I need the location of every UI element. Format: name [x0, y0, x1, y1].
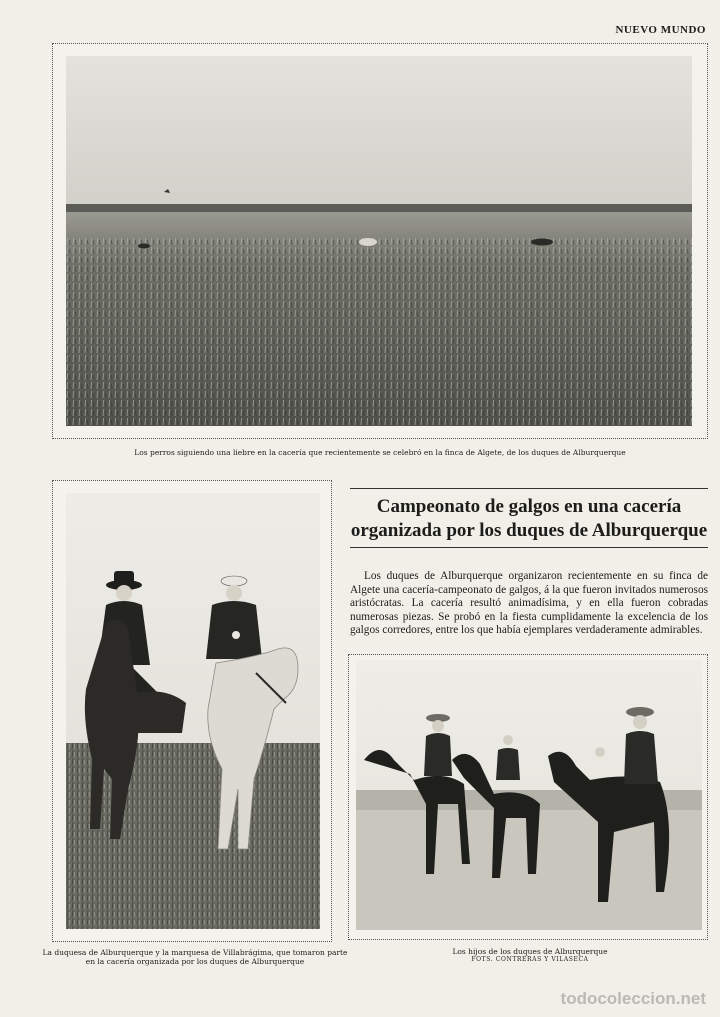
top-photo-caption: Los perros siguiendo una liebre en la cacería que recientemente se celebró en la finca de Algete, de los duques de Alburquerque	[134, 448, 626, 457]
masthead: NUEVO MUNDO	[615, 24, 706, 36]
right-photo-children-riders	[356, 660, 702, 930]
headline-line-2: organizada por los duques de Alburquerque	[350, 519, 708, 541]
photo-credit: FOTS. CONTRERAS Y VILASECA	[471, 956, 589, 964]
left-photo-caption: La duquesa de Alburquerque y la marquesa de Villabrágima, que tomaron parte en la cacería organizada por los duques de Alburquerque	[42, 948, 348, 967]
left-photo-riders	[66, 493, 320, 929]
headline-line-1: Campeonato de galgos en una cacería	[376, 496, 682, 517]
watermark: todocoleccion.net	[560, 989, 706, 1008]
top-photo-hunting-field	[66, 56, 692, 426]
right-photo-caption	[400, 947, 660, 964]
article-headline	[350, 488, 708, 548]
article-body: Los duques de Alburquerque organizaron recientemente en su finca de Algete una cacería-campeonato de galgos, á la que fueron invitados numerosos aristócratas. La cacería resultó animadísima, y en ella fueron cobradas numerosas piezas. Se probó en la fiesta cumplidamente la excelencia de los galgos corredores, entre los que había ejemplares verdaderamente admirables.	[350, 570, 708, 637]
right-photo-caption-text: Los hijos de los duques de Alburquerque	[452, 947, 608, 956]
